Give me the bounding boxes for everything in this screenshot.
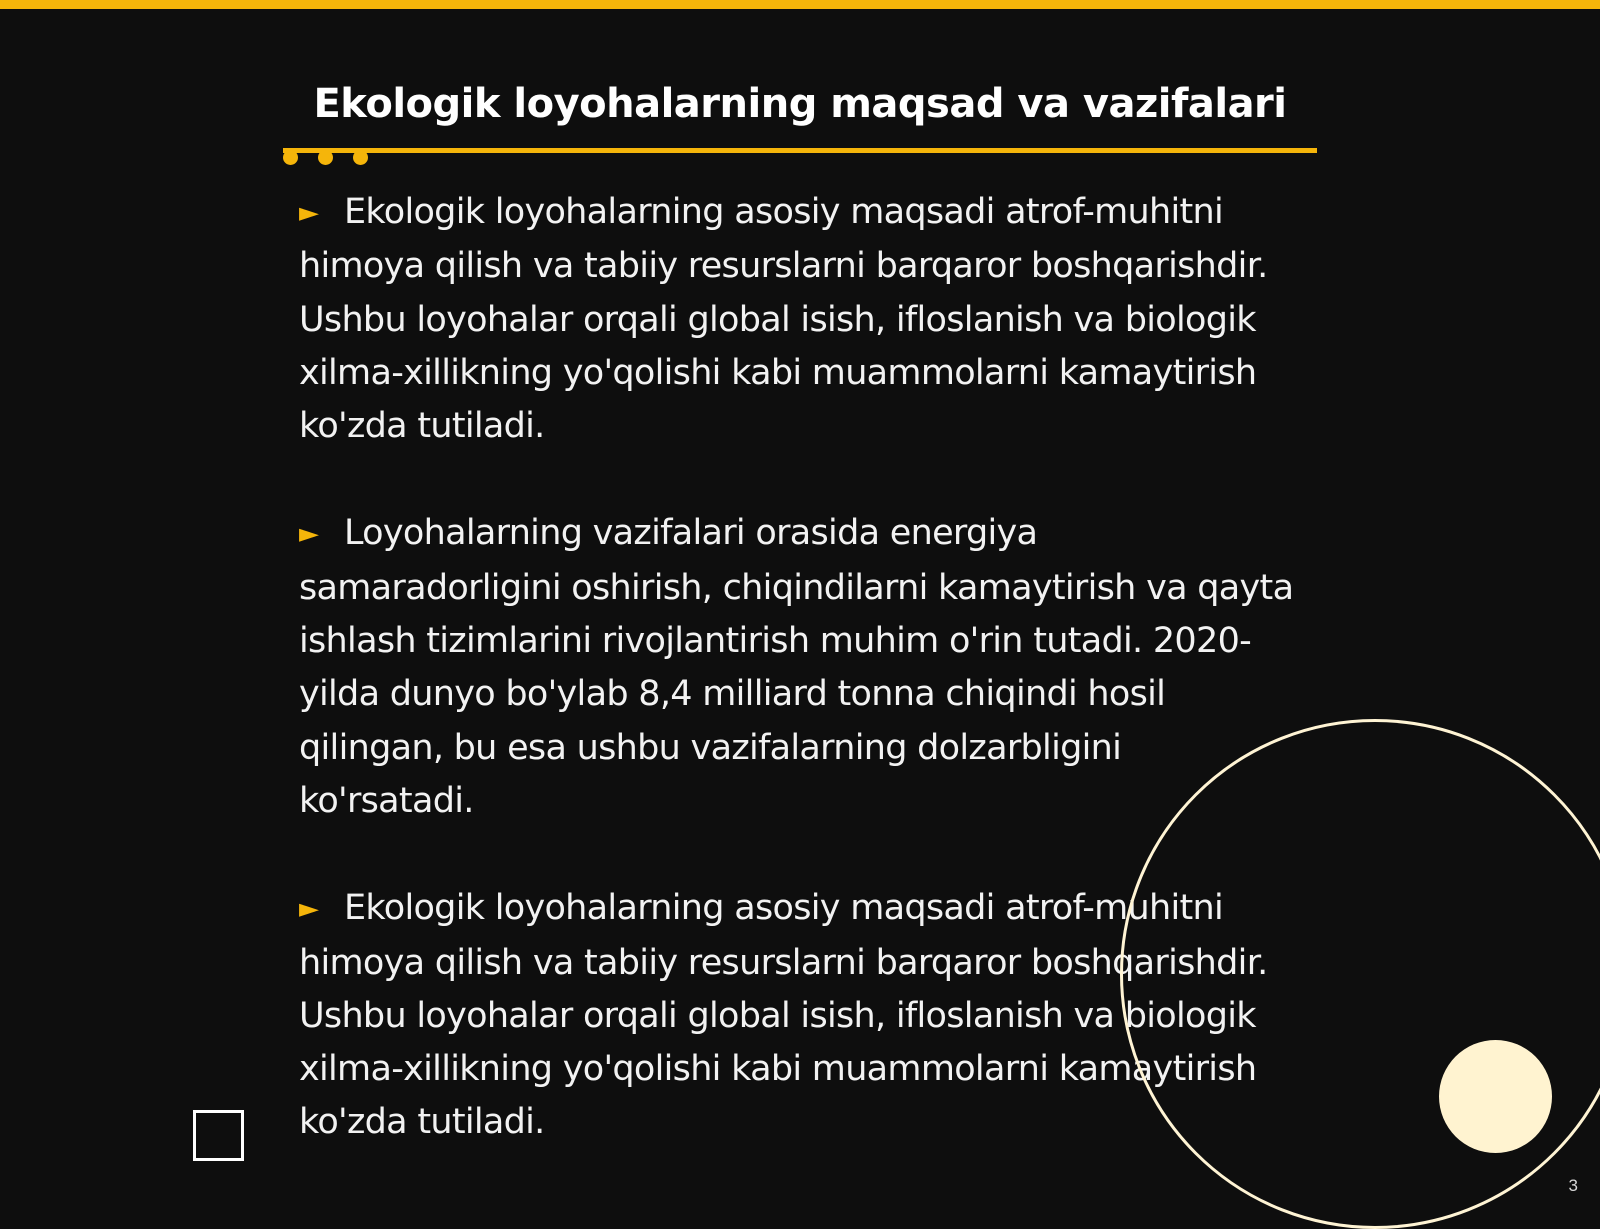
bullet-text-1: Ekologik loyohalarning asosiy maqsadi atrof-muhitni himoya qilish va tabiiy resurslarni barqaror boshqarishdir. Ushbu loyohalar orqali global isish, ifloslanish va biologik xilma-xillikning yo'qolishi kabi muammolarni kamaytirish ko'zda tutiladi. xyxy=(299,192,1268,447)
title-underline xyxy=(283,148,1317,153)
decorative-filled-circle xyxy=(1439,1040,1552,1153)
slide-title: Ekologik loyohalarning maqsad va vazifalari xyxy=(313,81,1287,127)
decorative-ring xyxy=(1120,719,1600,1229)
page-number: 3 xyxy=(1568,1176,1578,1195)
bullet-item-1 xyxy=(299,186,1299,453)
accent-dot-1 xyxy=(283,150,298,165)
accent-dot-2 xyxy=(318,150,333,165)
bullet-text-3: Ekologik loyohalarning asosiy maqsadi atrof-muhitni himoya qilish va tabiiy resurslarni barqaror boshqarishdir. Ushbu loyohalar orqali global isish, ifloslanish va biologik xilma-xillikning yo'qolishi kabi muammolarni kamaytirish ko'zda tutiladi. xyxy=(299,888,1268,1143)
top-accent-bar xyxy=(0,0,1600,9)
decorative-square xyxy=(193,1110,244,1161)
bullet-item-2 xyxy=(299,507,1299,828)
bullet-text-2: Loyohalarning vazifalari orasida energiya samaradorligini oshirish, chiqindilarni kamaytirish va qayta ishlash tizimlarini rivojlantirish muhim o'rin tutadi. 2020-yilda dunyo bo'ylab 8,4 milliard tonna chiqindi hosil qilingan, bu esa ushbu vazifalarning dolzarbligini ko'rsatadi. xyxy=(299,513,1294,821)
bullet-arrow-icon: ► xyxy=(299,198,319,228)
bullet-arrow-icon: ► xyxy=(299,519,319,550)
bullet-arrow-icon: ► xyxy=(299,894,319,925)
accent-dot-3 xyxy=(353,150,368,165)
